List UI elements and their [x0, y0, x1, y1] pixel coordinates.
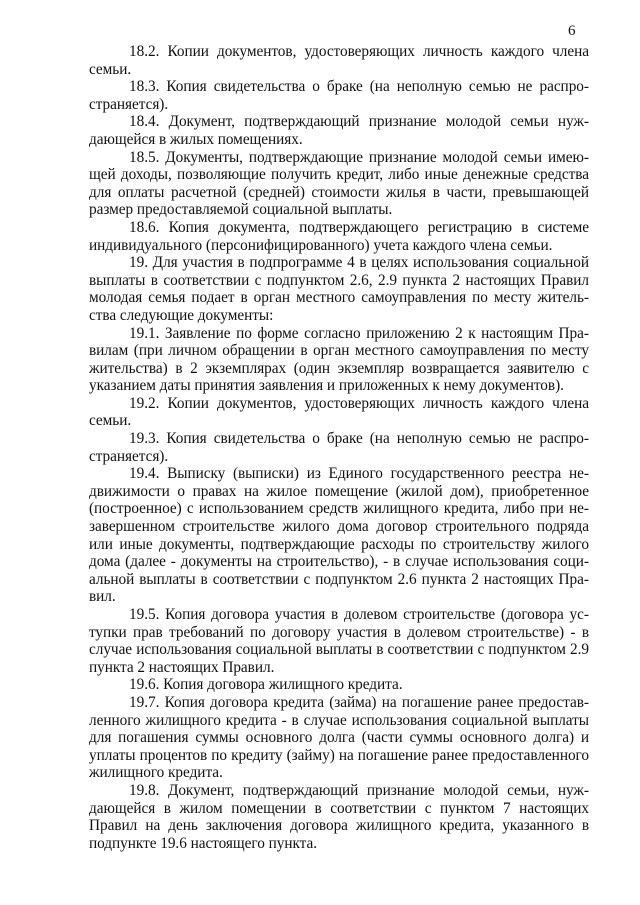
paragraph-19-8: 19.8. Документ, подтверждающий признание молодой семьи, нуждающейся в жилом помещении в соответствии с пунктом 7 настоящих Правил на день заключения договора жилищного кредита, указанного в подпункте 19.6 настоящего пункта.	[89, 781, 589, 852]
paragraph-19: 19. Для участия в подпрограмме 4 в целях использования социальной выплаты в соответствии с подпунктом 2.6, 2.9 пункта 2 настоящих Правил молодая семья подает в орган местного самоуправления по месту жительства следующие документы:	[89, 254, 589, 324]
paragraph-18-5: 18.5. Документы, подтверждающие признание молодой семьи имеющей доходы, позволяющие получить кредит, либо иные денежные средства для оплаты расчетной (средней) стоимости жилья в части, превышающей размер предоставляемой социальной выплаты.	[89, 148, 589, 219]
paragraph-19-6: 19.6. Копия договора жилищного кредита.	[129, 676, 403, 694]
paragraph-19-4: 19.4. Выписку (выписки) из Единого государственного реестра недвижимости о правах на жилое помещение (жилой дом), приобретенное (построенное) с использованием средств жилищного кредита, либо при незавершенном строительстве жилого дома договор строительного подряда или иные документы, подтверждающие расходы по строительству жилого дома (далее - документы на строительство), - в случае использования социальной выплаты в соответствии с подпунктом 2.6 пункта 2 настоящих Правил.	[89, 465, 589, 606]
paragraph-19-3: 19.3. Копия свидетельства о браке (на неполную семью не распространяется).	[89, 430, 589, 465]
paragraph-18-3: 18.3. Копия свидетельства о браке (на неполную семью не распространяется).	[89, 78, 589, 113]
paragraph-19-5: 19.5. Копия договора участия в долевом строительстве (договора уступки прав требований по договору участия в долевом строительстве) - в случае использования социальной выплаты в соответствии с подпунктом 2.9 пункта 2 настоящих Правил.	[89, 606, 589, 676]
paragraph-18-4: 18.4. Документ, подтверждающий признание молодой семьи нуждающейся в жилых помещениях.	[89, 113, 589, 148]
paragraph-18-6: 18.6. Копия документа, подтверждающего регистрацию в системе индивидуального (персонифицированного) учета каждого члена семьи.	[89, 218, 589, 254]
paragraph-19-7: 19.7. Копия договора кредита (займа) на погашение ранее предоставленного жилищного кредита - в случае использования социальной выплаты для погашения суммы основного долга (части суммы основного долга) и уплаты процентов по кредиту (займу) на погашение ранее предоставленного жилищного кредита.	[89, 693, 589, 782]
paragraph-18-2: 18.2. Копии документов, удостоверяющих личность каждого члена семьи.	[89, 43, 589, 78]
page-number: 6	[568, 23, 576, 39]
paragraph-19-1: 19.1. Заявление по форме согласно приложению 2 к настоящим Правилам (при личном обращении в орган местного самоуправления по месту жительства) в 2 экземплярах (один экземпляр возвращается заявителю с указанием даты принятия заявления и приложенных к нему документов).	[89, 324, 589, 395]
paragraph-19-2: 19.2. Копии документов, удостоверяющих личность каждого члена семьи.	[89, 394, 589, 430]
document-body	[89, 43, 589, 852]
